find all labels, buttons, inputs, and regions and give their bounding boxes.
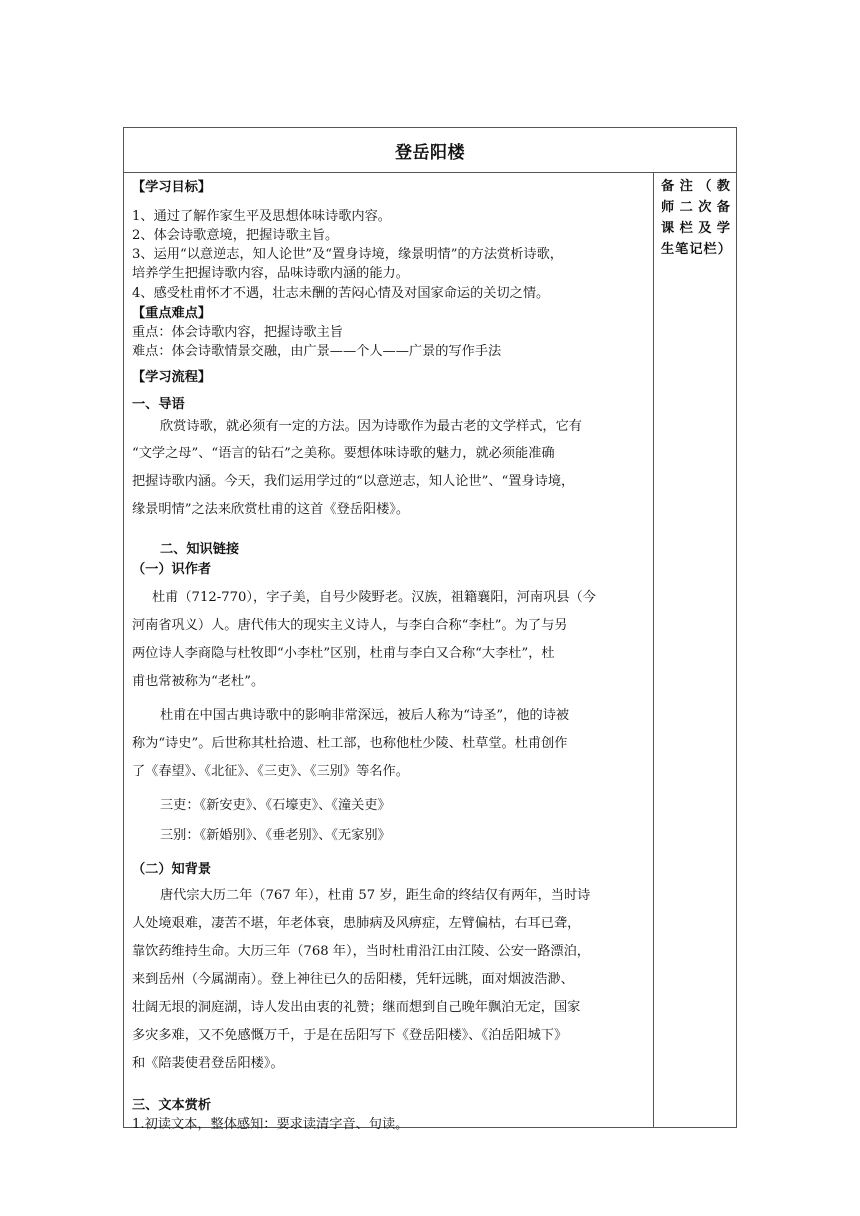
text-line: 3、运用“以意逆志，知人论世”及“置身诗境，缘景明情”的方法赏析诗歌， [132, 247, 563, 262]
text-line: 培养学生把握诗歌内容，品味诗歌内涵的能力。 [132, 266, 409, 281]
text-line: 多灾多难，又不免感慨万千，于是在岳阳写下《登岳阳楼》、《泊岳阳城下》 [132, 1028, 568, 1043]
title-row [124, 128, 736, 173]
text-line: 2、体会诗歌意境，把握诗歌主旨。 [132, 228, 339, 243]
section-heading: 一、导语 [132, 397, 185, 412]
text-line: 缘景明情”之法来欣赏杜甫的这首《登岳阳楼》。 [132, 502, 410, 517]
text-line: 三别：《新婚别》、《垂老别》、《无家别》 [160, 828, 391, 843]
section-heading: 【学习流程】 [132, 370, 212, 385]
page-title: 登岳阳楼 [395, 142, 465, 163]
text-line: 甫也常被称为“老杜”。 [132, 674, 265, 689]
section-heading: 【学习目标】 [132, 180, 212, 195]
lesson-table [123, 127, 737, 1132]
column-divider [653, 172, 654, 1127]
text-line: “文学之母”、“语言的钻石”之美称。要想体味诗歌的魅力，就必须能准确 [132, 446, 555, 461]
text-line: 了《春望》、《北征》、《三吏》、《三别》等名作。 [132, 764, 409, 779]
text-line: 来到岳州（今属湖南）。登上神往已久的岳阳楼，凭轩远眺，面对烟波浩渺、 [132, 972, 574, 987]
text-line: 1.初读文本，整体感知：要求读清字音、句读。 [132, 1117, 409, 1132]
text-line: 难点：体会诗歌情景交融，由广景——个人——广景的写作手法 [132, 344, 502, 359]
section-heading: 【重点难点】 [132, 306, 212, 321]
section-heading: 二、知识链接 [160, 542, 240, 557]
text-line: 靠饮药维持生命。大历三年（768 年），当时杜甫沿江由江陵、公安一路漂泊， [132, 944, 590, 959]
section-heading: （一）识作者 [132, 562, 212, 577]
text-line: 和《陪裴使君登岳阳楼》。 [132, 1056, 284, 1071]
section-heading: 三、文本赏析 [132, 1098, 212, 1113]
section-heading: （二）知背景 [132, 862, 212, 877]
text-line: 重点：体会诗歌内容，把握诗歌主旨 [132, 325, 343, 340]
text-line: 1、通过了解作家生平及思想体味诗歌内容。 [132, 209, 391, 224]
text-line: 两位诗人李商隐与杜牧即“小李杜”区别，杜甫与李白又合称“大李杜”，杜 [132, 646, 555, 661]
text-line: 人处境艰难，凄苦不堪，年老体衰，患肺病及风痹症，左臂偏枯，右耳已聋， [132, 916, 581, 931]
text-line: 欣赏诗歌，就必须有一定的方法。因为诗歌作为最古老的文学样式，它有 [160, 419, 582, 434]
text-line: 把握诗歌内涵。今天，我们运用学过的“以意逆志，知人论世”、“置身诗境， [132, 474, 575, 489]
text-line: 河南省巩义）人。唐代伟大的现实主义诗人，与李白合称“李杜”。为了与另 [132, 618, 568, 633]
text-line: 杜甫（712-770），字子美，自号少陵野老。汉族，祖籍襄阳，河南巩县（今 [152, 590, 596, 605]
text-line: 4、感受杜甫怀才不遇，壮志未酬的苦闷心情及对国家命运的关切之情。 [132, 286, 550, 301]
text-line: 称为“诗史”。后世称其杜拾遗、杜工部，也称他杜少陵、杜草堂。杜甫创作 [132, 736, 568, 751]
side-note: 备注（教师二次备课栏及学生笔记栏） [661, 179, 732, 257]
text-line: 杜甫在中国古典诗歌中的影响非常深远，被后人称为“诗圣”，他的诗被 [160, 708, 570, 723]
text-line: 唐代宗大历二年（767 年），杜甫 57 岁，距生命的终结仅有两年，当时诗 [160, 888, 591, 903]
text-line: 壮阔无垠的洞庭湖，诗人发出由衷的礼赞；继而想到自己晚年飘泊无定，国家 [132, 1000, 581, 1015]
text-line: 三吏：《新安吏》、《石壕吏》、《潼关吏》 [160, 798, 391, 813]
